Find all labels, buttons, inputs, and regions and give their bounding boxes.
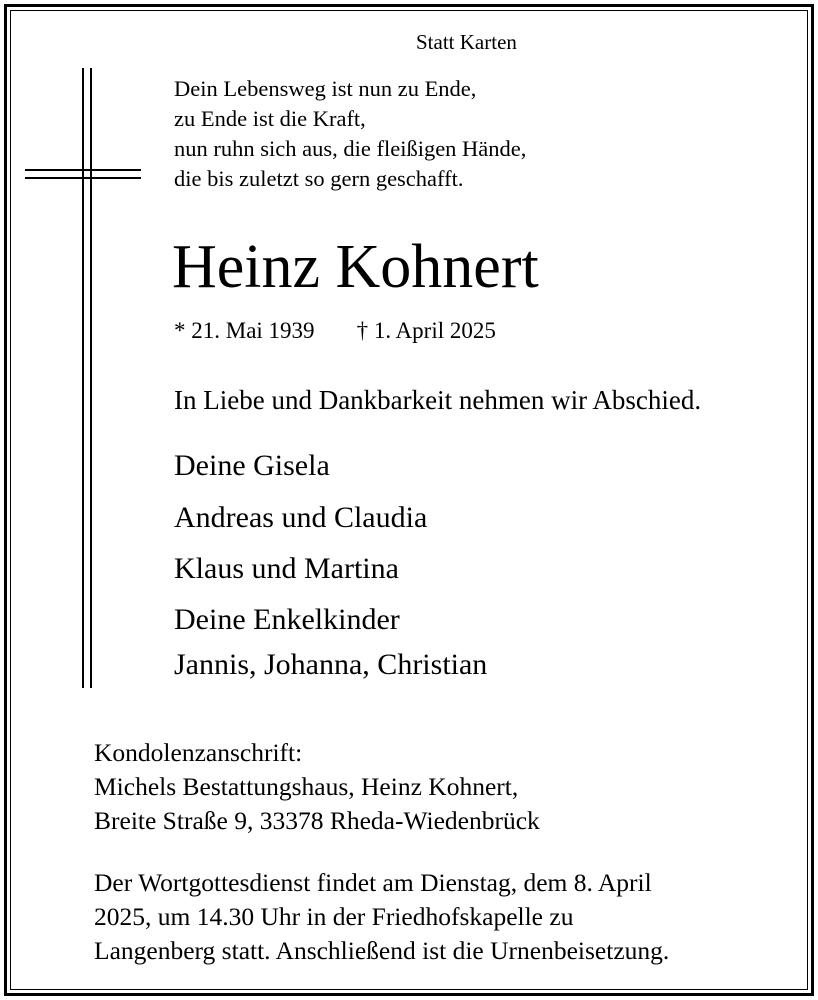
condolence-heading: Kondolenzanschrift: [94,738,303,767]
service-line: Der Wortgottesdienst findet am Dienstag, dem 8. April [94,868,652,897]
condolence-line: Michels Bestattungshaus, Heinz Kohnert, [94,772,519,801]
mourner-name: Klaus und Martina [174,552,399,585]
service-line: Langenberg statt. Anschließend ist die Urnenbeisetzung. [94,936,670,965]
mourner-name: Deine Enkelkinder [174,603,400,636]
service-line: 2025, um 14.30 Uhr in der Friedhofskapelle zu [94,902,574,931]
condolence-line: Breite Straße 9, 33378 Rheda-Wiedenbrück [94,806,540,835]
farewell-text: In Liebe und Dankbarkeit nehmen wir Abschied. [174,385,702,415]
condolence-address [94,736,804,838]
poem [174,74,634,194]
cross-horizontal-line-bottom [25,177,141,179]
birth-date: * 21. Mai 1939 [174,318,315,343]
poem-line: die bis zuletzt so gern geschafft. [174,166,464,191]
service-info [94,866,804,968]
mourner-name: Deine Gisela [174,449,330,482]
cross-vertical-line-right [90,68,92,688]
poem-line: zu Ende ist die Kraft, [174,106,366,131]
life-dates [174,319,496,342]
cross-horizontal-line-top [25,169,141,171]
mourner-name: Jannis, Johanna, Christian [174,648,488,681]
cross-vertical-line-left [82,68,84,688]
death-date: † 1. April 2025 [356,318,496,343]
header-text: Statt Karten [416,30,517,54]
poem-line: Dein Lebensweg ist nun zu Ende, [174,76,477,101]
poem-line: nun ruhn sich aus, die fleißigen Hände, [174,136,527,161]
deceased-name: Heinz Kohnert [172,233,539,301]
mourner-name: Andreas und Claudia [174,501,428,534]
